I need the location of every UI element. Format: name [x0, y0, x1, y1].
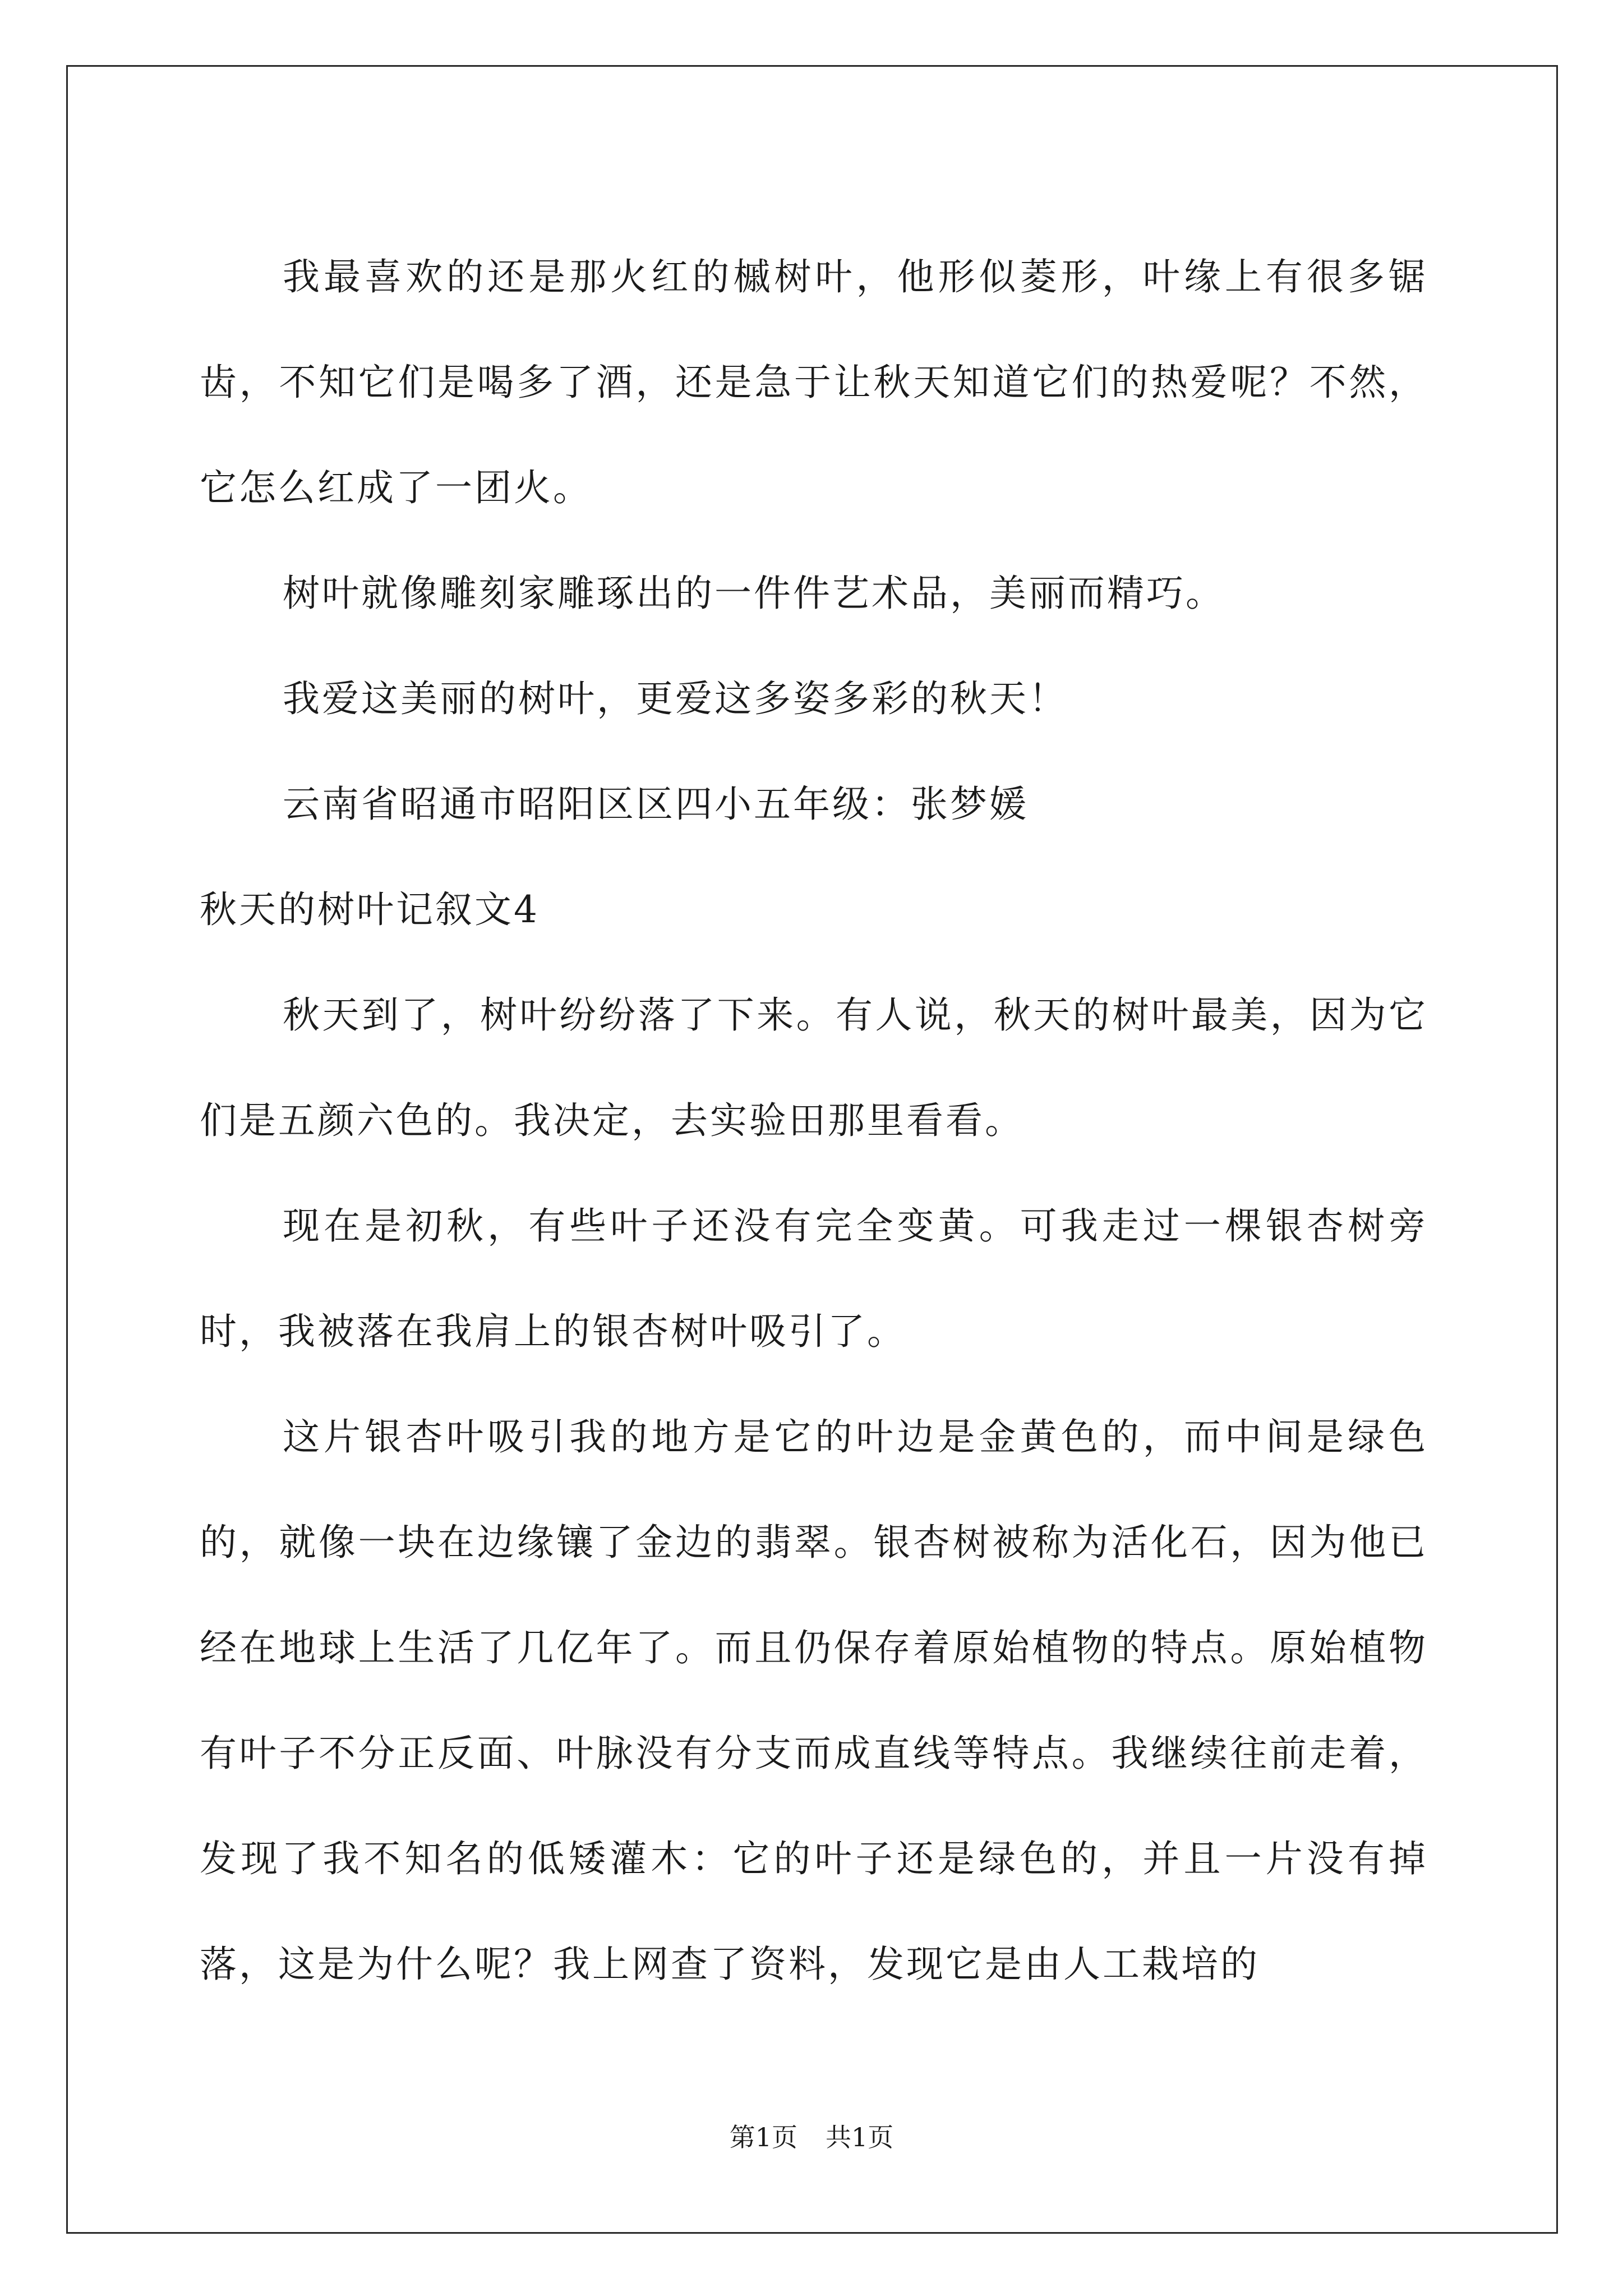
- paragraph: 这片银杏叶吸引我的地方是它的叶边是金黄色的，而中间是绿色的，就像一块在边缘镶了金边的翡翠。银杏树被称为活化石，因为他已经在地球上生活了几亿年了。而且仍保存着原始植物的特点。原始植物有叶子不分正反面、叶脉没有分支而成直线等特点。我继续往前走着，发现了我不知名的低矮灌木：它的叶子还是绿色的，并且一片没有掉落，这是为什么呢？我上网查了资料，发现它是由人工栽培的: [200, 1415, 1428, 1986]
- page-footer: [0, 2120, 1623, 2154]
- paragraph: 秋天到了，树叶纷纷落了下来。有人说，秋天的树叶最美，因为它们是五颜六色的。我决定，去实验田那里看看。: [200, 993, 1428, 1142]
- page-number: 第1页: [729, 2122, 797, 2152]
- paragraph: 现在是初秋，有些叶子还没有完全变黄。可我走过一棵银杏树旁时，我被落在我肩上的银杏树叶吸引了。: [200, 1204, 1428, 1353]
- page-total: 共1页: [826, 2122, 894, 2152]
- section-heading: 秋天的树叶记叙文4: [200, 888, 540, 931]
- paragraph: 云南省昭通市昭阳区区四小五年级：张梦媛: [283, 783, 1029, 826]
- document-body: [200, 224, 1428, 2017]
- paragraph: 我爱这美丽的树叶，更爱这多姿多彩的秋天！: [283, 677, 1068, 720]
- paragraph: 我最喜欢的还是那火红的槭树叶，他形似菱形，叶缘上有很多锯齿，不知它们是喝多了酒，还是急于让秋天知道它们的热爱呢？不然，它怎么红成了一团火。: [200, 255, 1428, 509]
- paragraph: 树叶就像雕刻家雕琢出的一件件艺术品，美丽而精巧。: [283, 572, 1225, 615]
